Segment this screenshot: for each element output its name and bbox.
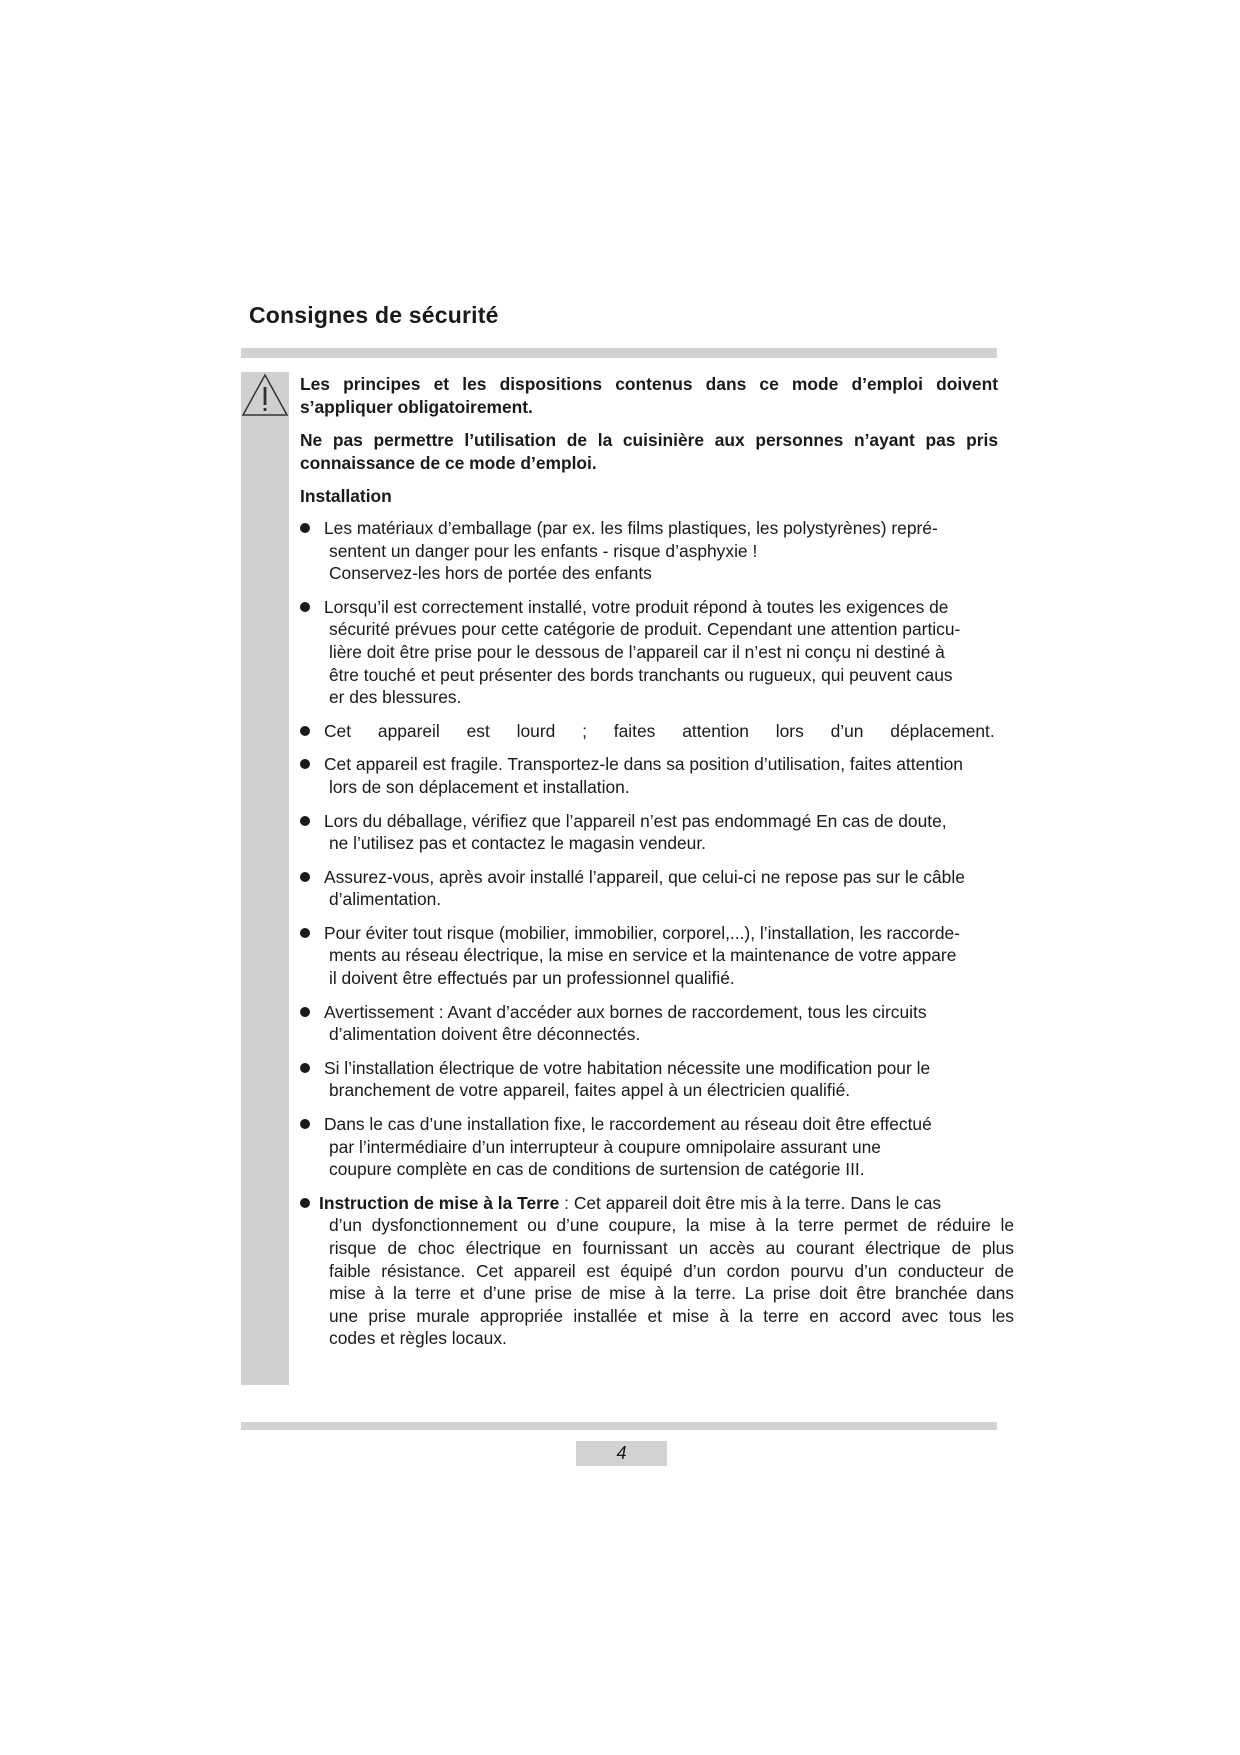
list-item [300,596,1018,709]
footer-divider [241,1422,997,1430]
bullet-icon [300,602,310,612]
bullet-icon [300,1063,310,1073]
item-line [319,1192,1009,1215]
item-line: par l’intermédiaire d’un interrupteur à coupure omnipolaire assurant une [329,1136,881,1157]
item-line: mise à la terre et d’une prise de mise à la terre. La prise doit être branchée dans [329,1283,1014,1304]
list-item [300,922,1018,990]
safety-list [300,517,1018,1350]
item-line: Lorsqu’il est correctement installé, votre produit répond à toutes les exigences de [324,596,949,617]
list-item [300,1057,1018,1102]
list-item-earth [300,1192,1018,1350]
bullet-icon [300,1198,310,1208]
page-number: 4 [576,1441,667,1466]
bullet-icon [300,928,310,938]
intro-paragraph: Ne pas permettre l’utilisation de la cuisinière aux personnes n’ayant pas pris connaissance de ce mode d’emploi. [300,430,998,473]
item-line: lors de son déplacement et installation. [329,776,630,797]
bullet-icon [300,1007,310,1017]
bullet-icon [300,816,310,826]
item-line: être touché et peut présenter des bords tranchants ou rugueux, qui peuvent caus [329,664,953,685]
earth-text: : Cet appareil doit être mis à la terre. Dans le cas [559,1192,942,1213]
bullet-icon [300,872,310,882]
earth-label: Instruction de mise à la Terre [319,1192,560,1213]
item-line: lière doit être prise pour le dessous de l’appareil car il n’est ni conçu ni destiné à [329,641,945,662]
list-item [300,810,1018,855]
bullet-icon [300,726,310,736]
bullet-icon [300,1119,310,1129]
item-line: sentent un danger pour les enfants - risque d’asphyxie ! [329,540,758,561]
item-line: Si l’installation électrique de votre habitation nécessite une modification pour le [324,1057,931,1078]
header-divider [241,348,997,358]
list-item [300,866,1018,911]
item-line: branchement de votre appareil, faites appel à un électricien qualifié. [329,1080,851,1101]
item-line: ne l’utilisez pas et contactez le magasin vendeur. [329,833,707,854]
item-line: d’alimentation. [329,889,442,910]
item-line: Les matériaux d’emballage (par ex. les films plastiques, les polystyrènes) repré- [324,517,938,538]
item-line: Assurez-vous, après avoir installé l’appareil, que celui-ci ne repose pas sur le câble [324,866,965,887]
section-heading: Installation [300,486,392,507]
item-line: codes et règles locaux. [329,1328,507,1349]
item-line: Conservez-les hors de portée des enfants [329,563,652,584]
item-line: sécurité prévues pour cette catégorie de produit. Cependant une attention particu- [329,619,961,640]
item-line: il doivent être effectués par un professionnel qualifié. [329,968,735,989]
item-line: ments au réseau électrique, la mise en service et la maintenance de votre appare [329,945,957,966]
item-line: er des blessures. [329,687,462,708]
item-line: d’un dysfonctionnement ou d’une coupure, la mise à la terre permet de réduire le [329,1215,1014,1236]
safety-content [300,373,1018,1361]
list-item [300,517,1018,585]
bullet-icon [300,523,310,533]
item-line: Cet appareil est fragile. Transportez-le dans sa position d’utilisation, faites attention [324,754,963,775]
list-item [300,753,1018,798]
list-item [300,720,1018,743]
intro-paragraph: Les principes et les dispositions contenus dans ce mode d’emploi doivent s’appliquer obligatoirement. [300,374,998,417]
item-line: une prise murale appropriée installée et mise à la terre en accord avec tous les [329,1305,1014,1326]
item-line: coupure complète en cas de conditions de surtension de catégorie III. [329,1159,865,1180]
item-line: d’alimentation doivent être déconnectés. [329,1024,641,1045]
item-line: Dans le cas d’une installation fixe, le raccordement au réseau doit être effectué [324,1114,932,1135]
item-line: Pour éviter tout risque (mobilier, immobilier, corporel,...), l’installation, les raccorde- [324,922,960,943]
side-strip [241,372,289,1385]
item-line: faible résistance. Cet appareil est équipé d’un cordon pourvu d’un conducteur de [329,1260,1014,1281]
item-line: Cet appareil est lourd ; faites attention lors d’un déplacement. [324,720,995,741]
item-line: Lors du déballage, vérifiez que l’appareil n’est pas endommagé En cas de doute, [324,810,947,831]
page-title: Consignes de sécurité [249,302,499,328]
warning-triangle-icon [241,373,289,417]
list-item [300,1113,1018,1181]
list-item [300,1001,1018,1046]
item-line: Avertissement : Avant d’accéder aux bornes de raccordement, tous les circuits [324,1001,927,1022]
bullet-icon [300,759,310,769]
item-line: risque de choc électrique en fournissant un accès au courant électrique de plus [329,1238,1014,1258]
